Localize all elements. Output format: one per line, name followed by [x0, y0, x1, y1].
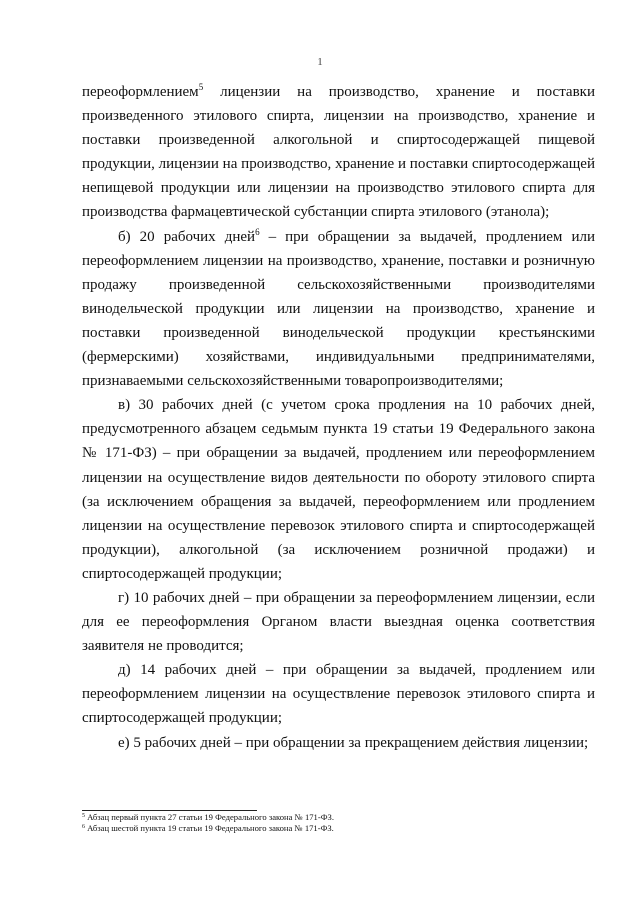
list-marker: в) [118, 397, 131, 414]
footnote-divider [82, 810, 257, 811]
paragraph-text: – при обращении за выдачей, продлением или переоформлением лицензии на производство, хранение, поставки и розничную продажу произведенной сельскохозяйственными производителями винодельческой продукции или лицензии на производство, хранение и поставки произведенной винодельческой продукции крестьянскими (фермерскими) хозяйствами, индивидуальными предпринимателями, признаваемыми сельскохозяйственными товаропроизводителями; [82, 228, 595, 390]
footnote-number: 6 [82, 824, 85, 830]
paragraph-text: 14 рабочих дней – при обращении за выдачей, продлением или переоформлением лицензии на осуществление перевозок этилового спирта и спиртосодержащей продукции; [82, 662, 595, 727]
paragraph-continuation [82, 80, 595, 225]
paragraph-text: лицензии на производство, хранение и поставки произведенного этилового спирта, лицензии на производство, хранение и поставки произведенной алкогольной и спиртосодержащей пищевой продукции, лицензии на производство, хранение и поставки спиртосодержащей непищевой продукции или лицензии на производство этилового спирта для производства фармацевтической субстанции спирта этилового (этанола); [82, 84, 595, 221]
paragraph-g [82, 586, 595, 658]
list-marker: б) [118, 228, 131, 245]
footnote-ref: 6 [255, 226, 260, 237]
paragraph-text: 5 рабочих дней – при обращении за прекращением действия лицензии; [129, 734, 589, 751]
list-marker: д) [118, 662, 131, 679]
paragraph-v [82, 393, 595, 586]
footnote-text: Абзац шестой пункта 19 статьи 19 Федерального закона № 171-ФЗ. [85, 823, 334, 833]
page-number: 1 [317, 56, 323, 68]
footnotes [82, 812, 595, 834]
footnote-ref: 5 [198, 82, 204, 92]
footnote-6 [82, 823, 595, 834]
paragraph-e [82, 731, 595, 755]
footnote-number: 5 [82, 813, 85, 819]
paragraph-b [82, 225, 595, 394]
paragraph-text: 30 рабочих дней (с учетом срока продления на 10 рабочих дней, предусмотренного абзацем седьмым пункта 19 статьи 19 Федерального закона № 171-ФЗ) – при обращении за выдачей, продлением или переоформлением лицензии на осуществление видов деятельности по обороту этилового спирта (за исключением обращения за выдачей, переоформлением или продлением лицензии на осуществление перевозок этилового спирта и спиртосодержащей продукции), алкогольной (за исключением розничной продажи) и спиртосодержащей продукции; [82, 397, 595, 582]
footnote-text: Абзац первый пункта 27 статьи 19 Федерального закона № 171-ФЗ. [85, 812, 334, 822]
paragraph-text: 10 рабочих дней – при обращении за переоформлением лицензии, если для ее переоформления Органом власти выездная оценка соответствия заявителя не проводится; [82, 589, 595, 655]
document-body [82, 80, 595, 755]
paragraph-d [82, 658, 595, 730]
paragraph-lead: 20 рабочих дней [130, 228, 256, 245]
paragraph-lead: переоформлением [82, 84, 199, 100]
list-marker: г) [118, 589, 130, 606]
footnote-5 [82, 812, 595, 823]
list-marker: е) [118, 734, 130, 751]
